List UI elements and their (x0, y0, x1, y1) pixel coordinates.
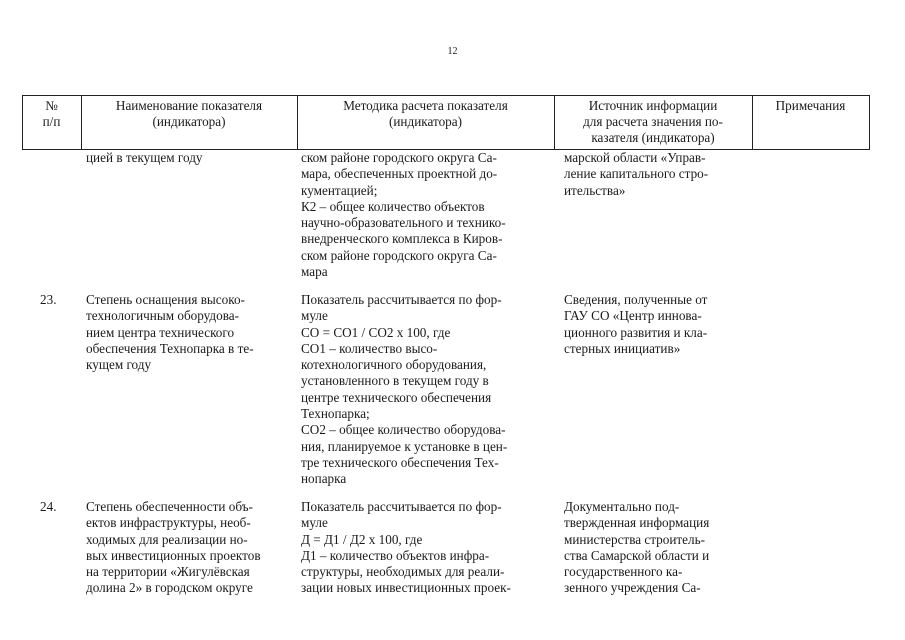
indicator-name: цией в текущем году (86, 150, 203, 165)
indicator-name: Степень оснащения высоко- технологичным оборудова- нием центра технического обеспечения Технопарка в те- кущем году (86, 292, 254, 373)
calculation-method: Показатель рассчитывается по фор- муле Д = Д1 / Д2 х 100, где Д1 – количество объектов инфра- структуры, необходимых для реали- зации новых инвестиционных проек- (301, 499, 511, 596)
calculation-method: Показатель рассчитывается по фор- муле СО = СО1 / СО2 х 100, где СО1 – количество высо- котехнологичного оборудования, установленного в текущем году в центре технического обеспечения Технопарка; СО2 – общее количество оборудова- ния, планируемое к установке в цен- тре технического обеспечения Тех- нопарка (301, 292, 508, 487)
information-source: Сведения, полученные от ГАУ СО «Центр иннова- ционного развития и кла- стерных инициатив» (564, 292, 708, 356)
information-source: Документально под- твержденная информация министерства строитель- ства Самарской области и государственного ка- зенного учреждения Са- (564, 499, 710, 596)
header-indicator-name: Наименование показателя (индикатора) (115, 98, 263, 129)
page-number: 12 (447, 46, 458, 57)
information-source: марской области «Управ- ление капитального стро- ительства» (564, 150, 709, 198)
indicator-name: Степень обеспеченности объ- ектов инфраструктуры, необ- ходимых для реализации но- вых инвестиционных проектов на территории «Жигулёвская долина 2» в городском округе (86, 499, 261, 596)
header-source: Источник информации для расчета значения по- казателя (индикатора) (583, 98, 723, 145)
row-number: 23. (40, 292, 57, 307)
table-top-border (22, 95, 870, 96)
header-number: № п/п (42, 98, 61, 129)
header-border-right (869, 95, 870, 150)
header-method: Методика расчета показателя (индикатора) (343, 98, 508, 129)
row-number: 24. (40, 499, 57, 514)
header-notes: Примечания (775, 98, 846, 113)
calculation-method: ском районе городского округа Са- мара, обеспеченных проектной до- кументацией; К2 – общее количество объектов научно-образовательного и технико- внедренческого комплекса в Киров- ском районе городского округа Са- мара (301, 150, 506, 280)
